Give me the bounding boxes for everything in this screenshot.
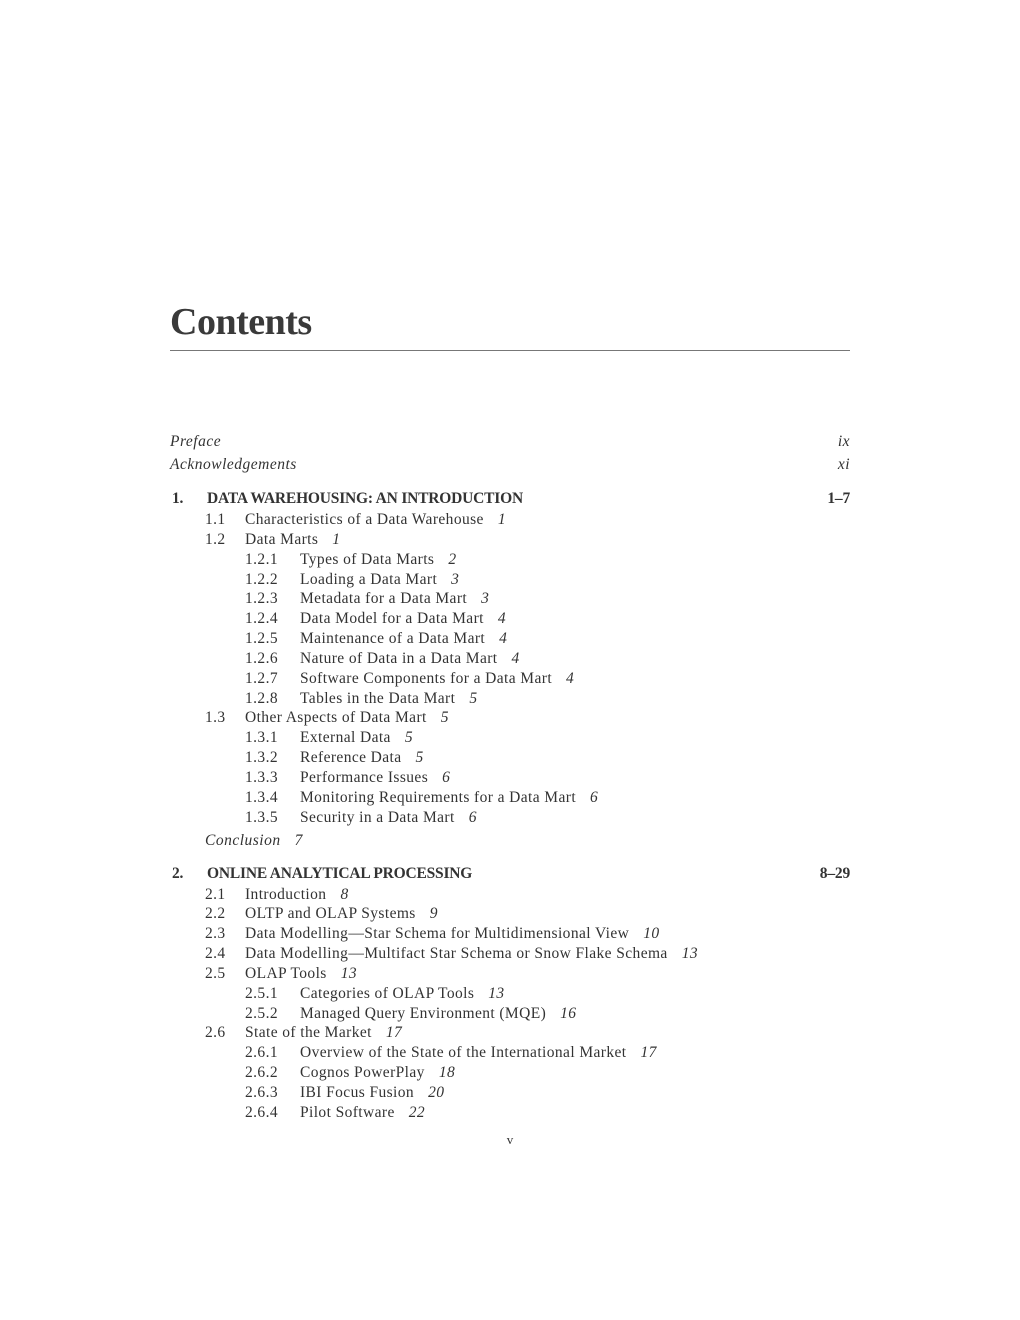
- entry-title: Nature of Data in a Data Mart: [300, 649, 498, 667]
- title-rule: [170, 350, 850, 351]
- front-page: ix: [837, 433, 850, 450]
- entry-page: 5: [415, 749, 424, 767]
- toc-entry[interactable]: [170, 788, 850, 808]
- entry-title: Types of Data Marts: [300, 550, 435, 568]
- entry-page: 20: [428, 1083, 445, 1101]
- entry-page: 2: [448, 550, 457, 568]
- entry-page: 13: [488, 984, 505, 1002]
- entry-page: 10: [643, 925, 660, 943]
- entry-page: 8: [340, 885, 349, 903]
- entry-number: 2.1: [205, 885, 226, 903]
- entry-number: 1.1: [205, 511, 226, 528]
- entry-title: Loading a Data Mart: [300, 570, 438, 588]
- toc-entry[interactable]: [170, 1063, 850, 1083]
- entry-number: 1.2.1: [245, 550, 278, 568]
- entry-title: Data Modelling—Multifact Star Schema or Snow Flake Schema: [245, 945, 668, 963]
- chapter-number: 1.: [172, 490, 184, 507]
- entry-page: 9: [429, 905, 438, 923]
- chapter-title: ONLINE ANALYTICAL PROCESSING: [207, 864, 473, 882]
- entry-number: 1.3: [205, 709, 226, 727]
- entry-page: 5: [404, 729, 413, 747]
- entry-title: Data Marts: [245, 530, 319, 548]
- entry-page: 4: [511, 649, 520, 667]
- toc-entry[interactable]: [170, 885, 850, 905]
- entry-page: 4: [499, 630, 508, 648]
- entry-page: 13: [681, 945, 699, 963]
- conclusion-page: 7: [294, 831, 303, 849]
- entry-title: IBI Focus Fusion: [300, 1083, 415, 1101]
- entry-number: 1.2.6: [245, 649, 278, 667]
- toc-entry[interactable]: [170, 1023, 850, 1043]
- entry-page: 6: [590, 788, 599, 806]
- chapter-title: DATA WAREHOUSING: AN INTRODUCTION: [207, 490, 523, 507]
- entry-title: Overview of the State of the International Market: [300, 1044, 627, 1062]
- toc-front-acknowledgements[interactable]: [170, 453, 850, 476]
- entry-number: 2.2: [205, 905, 226, 923]
- entry-title: State of the Market: [245, 1024, 372, 1042]
- toc-entry[interactable]: [170, 629, 850, 649]
- entry-page: 1: [332, 530, 341, 548]
- toc-entry[interactable]: [170, 728, 850, 748]
- entry-number: 2.6.1: [245, 1044, 278, 1062]
- toc-entry[interactable]: [170, 510, 850, 530]
- entry-number: 2.5.1: [245, 984, 278, 1002]
- entry-number: 1.2.7: [245, 669, 278, 687]
- entry-page: 6: [468, 808, 477, 826]
- entry-title: Pilot Software: [300, 1103, 395, 1121]
- entry-page: 5: [469, 689, 478, 707]
- toc-entry[interactable]: [170, 1004, 850, 1024]
- entry-page: 5: [440, 709, 449, 727]
- entry-page: 22: [408, 1103, 426, 1121]
- entry-title: Performance Issues: [300, 768, 429, 786]
- entry-number: 1.2: [205, 530, 226, 548]
- toc-entry[interactable]: [170, 609, 850, 629]
- entry-number: 2.3: [205, 925, 226, 943]
- entry-number: 1.3.5: [245, 808, 278, 826]
- entry-title: Cognos PowerPlay: [300, 1064, 425, 1082]
- entry-page: 3: [451, 570, 460, 588]
- toc-conclusion[interactable]: [170, 828, 850, 851]
- front-label: Acknowledgements: [170, 456, 297, 473]
- entry-title: Software Components for a Data Mart: [300, 669, 553, 687]
- entry-number: 1.3.4: [245, 788, 278, 806]
- entry-number: 1.2.3: [245, 590, 278, 608]
- page-title: Contents: [170, 301, 312, 343]
- entry-title: OLTP and OLAP Systems: [245, 905, 416, 923]
- chapter-heading[interactable]: [170, 488, 850, 510]
- toc-entry[interactable]: [170, 1083, 850, 1103]
- front-page: xi: [837, 456, 850, 473]
- front-label: Preface: [170, 433, 222, 450]
- entry-number: 2.6.4: [245, 1103, 278, 1121]
- entry-title: Introduction: [245, 885, 327, 903]
- entry-title: OLAP Tools: [245, 964, 327, 982]
- entry-title: External Data: [300, 729, 391, 747]
- entry-page: 18: [438, 1064, 456, 1082]
- toc-entry[interactable]: [170, 1103, 850, 1123]
- entry-page: 4: [566, 669, 575, 687]
- chapter-number: 2.: [172, 864, 184, 882]
- entry-title: Characteristics of a Data Warehouse: [245, 511, 484, 528]
- entry-number: 2.6: [205, 1024, 226, 1042]
- chapter-pages: 1–7: [827, 490, 850, 507]
- entry-title: Tables in the Data Mart: [300, 689, 456, 707]
- entry-page: 4: [497, 610, 507, 628]
- entry-number: 1.3.1: [245, 729, 278, 747]
- entry-number: 2.6.3: [245, 1083, 278, 1101]
- entry-title: Other Aspects of Data Mart: [245, 709, 427, 727]
- entry-number: 1.2.4: [245, 610, 278, 628]
- entry-number: 2.5: [205, 964, 226, 982]
- chapter-pages: 8–29: [819, 864, 850, 882]
- chapter-heading[interactable]: [170, 863, 850, 885]
- entry-title: Categories of OLAP Tools: [300, 984, 475, 1002]
- entry-title: Monitoring Requirements for a Data Mart: [300, 788, 577, 806]
- toc-entry[interactable]: [170, 944, 850, 964]
- entry-title: Reference Data: [300, 749, 402, 767]
- entry-title: Data Modelling—Star Schema for Multidimensional View: [245, 925, 630, 943]
- conclusion-label: Conclusion: [205, 831, 281, 849]
- toc-entry[interactable]: [170, 748, 850, 768]
- toc-entry[interactable]: [170, 550, 850, 570]
- toc-entry[interactable]: [170, 530, 850, 550]
- chapter-list: [170, 488, 850, 1123]
- entry-title: Metadata for a Data Mart: [300, 590, 468, 608]
- entry-title: Security in a Data Mart: [300, 808, 455, 826]
- toc-entry[interactable]: [170, 984, 850, 1004]
- entry-number: 2.5.2: [245, 1004, 278, 1022]
- page-number: v: [506, 1132, 514, 1147]
- entry-page: 17: [385, 1024, 403, 1042]
- entry-number: 2.4: [205, 945, 226, 963]
- toc-entry[interactable]: [170, 708, 850, 728]
- toc-entry[interactable]: [170, 768, 850, 788]
- entry-number: 1.3.3: [245, 768, 278, 786]
- entry-page: 6: [442, 768, 451, 786]
- toc-entry[interactable]: [170, 924, 850, 944]
- entry-title: Managed Query Environment (MQE): [300, 1004, 547, 1022]
- toc-entry[interactable]: [170, 570, 850, 590]
- toc-front-preface[interactable]: [170, 430, 850, 453]
- entry-title: Data Model for a Data Mart: [300, 610, 484, 628]
- entry-page: 3: [481, 590, 490, 608]
- toc-entry[interactable]: [170, 808, 850, 828]
- entry-number: 1.3.2: [245, 749, 278, 767]
- toc-entry[interactable]: [170, 669, 850, 689]
- entry-page: 13: [340, 964, 358, 982]
- entry-number: 1.2.8: [245, 689, 278, 707]
- toc-entry[interactable]: [170, 904, 850, 924]
- entry-number: 1.2.5: [245, 630, 278, 648]
- entry-page: 1: [497, 511, 506, 528]
- toc-entry[interactable]: [170, 649, 850, 669]
- toc-entry[interactable]: [170, 964, 850, 984]
- entry-title: Maintenance of a Data Mart: [300, 630, 486, 648]
- toc-entry[interactable]: [170, 1043, 850, 1063]
- toc-entry[interactable]: [170, 689, 850, 709]
- entry-number: 1.2.2: [245, 570, 278, 588]
- entry-page: 17: [640, 1044, 657, 1062]
- table-of-contents: [170, 430, 850, 1123]
- entry-number: 2.6.2: [245, 1064, 278, 1082]
- entry-page: 16: [560, 1004, 577, 1022]
- toc-entry[interactable]: [170, 589, 850, 609]
